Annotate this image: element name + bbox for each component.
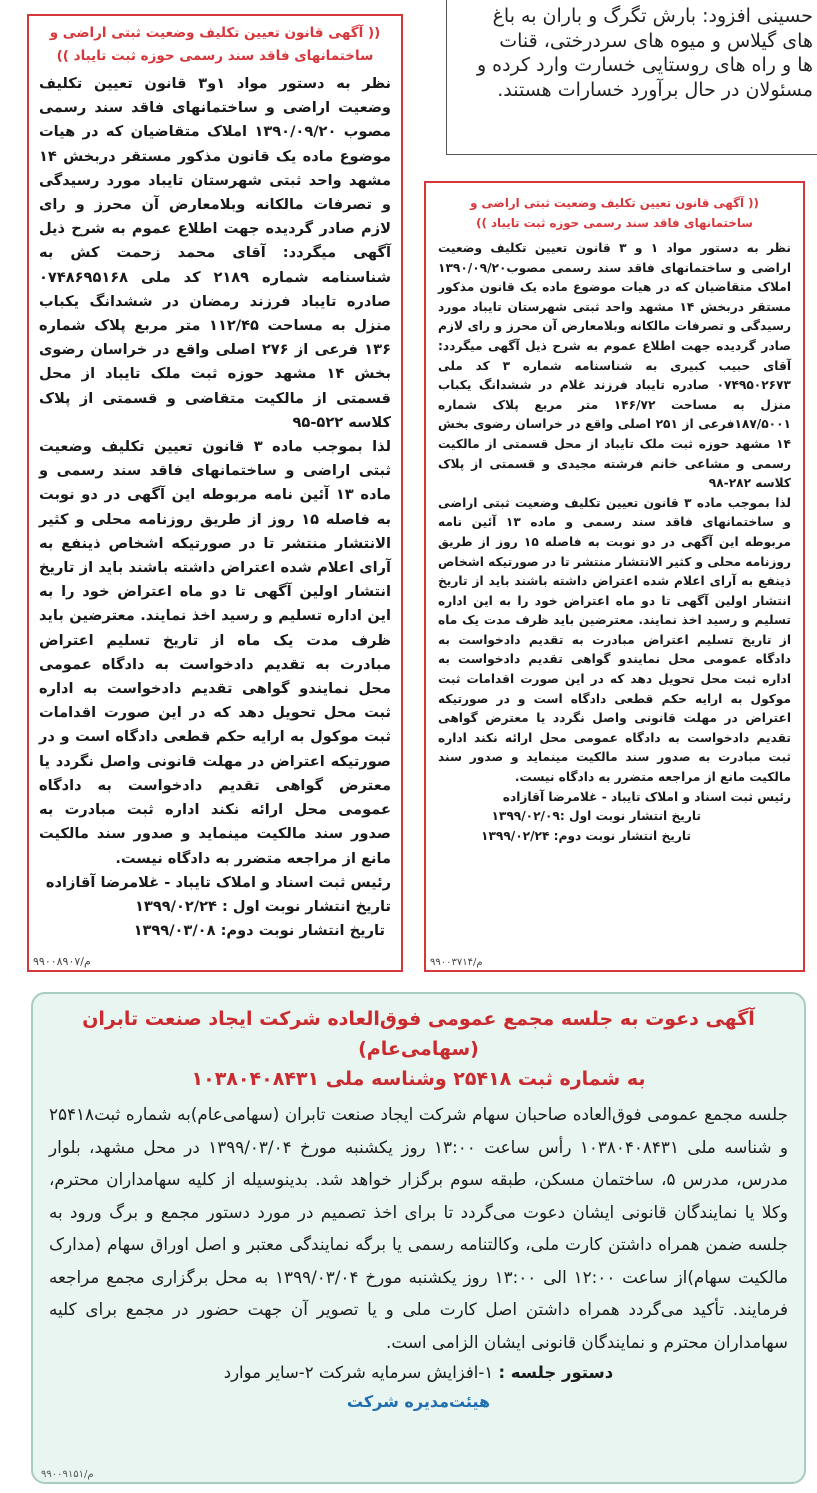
news-line: های گیلاس و میوه های سردرختی، قنات	[499, 29, 813, 52]
news-line: مسئولان در حال برآورد خسارات هستند.	[497, 78, 813, 101]
notice-paragraph: نظر به دستور مواد ۱و۳ قانون تعیین تکلیف وضعیت اراضی و ساختمانهای فاقد سند رسمی مصوب ۱۳۹۰/۰۹/۲۰ املاک متقاضیان که در هیات موضوع ماده یک قانون مذکور مستقر دربخش ۱۴ مشهد واحد ثبتی شهرستان تایباد مورد رسیدگی و تصرفات مالکانه وبلامعارض آن محرز و رای لازم صادر گردیده جهت اطلاع عموم به شرح ذیل آگهی میگردد: آقای محمد زحمت کش به شناسنامه شماره ۲۱۸۹ کد ملی ۰۷۴۸۶۹۵۱۶۸ صادره تایباد فرزند رمضان در ششدانگ یکباب منزل به مساحت ۱۱۲/۴۵ متر مربع پلاک شماره ۱۳۶ فرعی از ۲۷۶ اصلی واقع در خراسان رضوی بخش ۱۴ مشهد حوزه ثبت ملک تایباد از محل قسمتی از مالکیت متقاضی و قسمتی از پلاک کلاسه ۵۲۲-۹۵	[39, 75, 392, 431]
meeting-body: جلسه مجمع عمومی فوق‌العاده صاحبان سهام شرکت ایجاد صنعت تابران (سهامی‌عام)به شماره ثبت۲۵۴۱۸ و شناسه ملی ۱۰۳۸۰۴۰۸۴۳۱ رأس ساعت ۱۳:۰۰ روز یکشنبه مورخ ۱۳۹۹/۰۳/۰۴ در محل مشهد، بلوار مدرس، مدرس ۵، ساختمان مسکن، طبقه سوم برگزار خواهد شد. بدینوسیله از کلیه سهامداران محترم، وکلا یا نمایندگان قانونی ایشان دعوت می‌گردد تا برای اخذ تصمیم در مورد دستور مجمع و برگ ورود به جلسه ضمن همراه داشتن کارت ملی، وکالتنامه رسمی یا برگه نمایندگی معتبر و اصل اوراق سهام (مدارک مالکیت سهام)از ساعت ۱۲:۰۰ الی ۱۳:۰۰ روز یکشنبه مورخ ۱۳۹۹/۰۳/۰۴ به محل برگزاری مجمع مراجعه فرمایند. تأکید می‌گردد همراه داشتن اصل کارت ملی و یا تصویر آن جهت حضور در مجمع برای کلیه سهامداران محترم و نمایندگان قانونی ایشان الزامی است.	[49, 1104, 789, 1352]
notice-body	[39, 72, 391, 943]
notice-date-second: تاریخ انتشار نوبت دوم: ۱۳۹۹/۰۳/۰۸	[133, 922, 385, 940]
notice-code: م/۹۹۰۰۹۱۵۱	[41, 1469, 94, 1480]
meeting-title: آگهی دعوت به جلسه مجمع عمومی فوق‌العاده شرکت ایجاد صنعت تابران (سهامی‌عام)	[82, 1008, 755, 1060]
notice-date-second: تاریخ انتشار نوبت دوم: ۱۳۹۹/۰۲/۲۴	[481, 828, 691, 843]
news-snippet	[446, 0, 817, 155]
notice-date-first: تاریخ انتشار نوبت اول :۱۳۹۹/۰۲/۰۹	[491, 809, 701, 824]
notice-body	[438, 239, 791, 846]
notice-paragraph: لذا بموجب ماده ۳ قانون تعیین تکلیف وضعیت ثبتی اراضی و ساختمانهای فاقد سند رسمی و ماده ۱۳ آئین نامه مربوطه این آگهی در دو نوبت به فاصله ۱۵ روز از طریق روزنامه محلی و کثیر الانتشار منتشر تا در صورتیکه اشخاص ذینفع به آرای اعلام شده اعتراض داشته باشند باید از تاریخ انتشار اولین آگهی تا دو ماه اعتراض خود را به این اداره تسلیم و رسید اخذ نمایند. معترضین باید ظرف مدت یک ماه از تاریخ تسلیم اعتراض مبادرت به تقدیم دادخواست به دادگاه عمومی محل نمایندو گواهی تقدیم دادخواست به اداره ثبت محل تحویل دهد که در این صورت اقدامات ثبت موکول به ارایه حکم قطعی دادگاه است و در صورتیکه اعتراض در مهلت قانونی واصل نگردد یا معترض گواهی تقدیم دادخواست به دادگاه عمومی محل ارائه نکند اداره ثبت مبادرت به صدور سند مالکیت مینماید و صدور سند مالکیت مانع از مراجعه متضرر به دادگاه نیست.	[438, 495, 791, 785]
notice-title: (( آگهی قانون تعیین تکلیف وضعیت ثبتی اراضی و ساختمانهای فاقد سند رسمی حوزه ثبت تایباد ))	[470, 196, 759, 230]
notice-signature: رئیس ثبت اسناد و املاک تایباد - غلامرضا آقازاده	[502, 789, 791, 804]
notice-code: م/۹۹۰۰۸۹۰۷	[33, 955, 91, 968]
land-registry-notice-left	[27, 14, 403, 972]
notice-date-first: تاریخ انتشار نوبت اول : ۱۳۹۹/۰۲/۲۴	[135, 897, 391, 915]
meeting-subtitle: به شماره ثبت ۲۵۴۱۸ وشناسه ملی ۱۰۳۸۰۴۰۸۴۳۱	[191, 1068, 646, 1090]
agenda-label: دستور جلسه :	[498, 1363, 614, 1382]
notice-paragraph: لذا بموجب ماده ۳ قانون تعیین تکلیف وضعیت ثبتی اراضی و ساختمانهای فاقد سند رسمی و ماده ۱۳ آئین نامه مربوطه این آگهی در دو نوبت به فاصله ۱۵ روز از طریق روزنامه محلی و کثیر الانتشار منتشر تا در صورتیکه اشخاص ذینفع به آرای اعلام شده اعتراض داشته باشند باید از تاریخ انتشار اولین آگهی تا دو ماه اعتراض خود را به این اداره تسلیم و رسید اخذ نمایند. معترضین باید ظرف مدت یک ماه از تاریخ تسلیم اعتراض مبادرت به تقدیم دادخواست به دادگاه عمومی محل نمایندو گواهی تقدیم دادخواست به اداره ثبت محل تحویل دهد که در این صورت اقدامات ثبت موکول به ارایه حکم قطعی دادگاه است و در صورتیکه اعتراض در مهلت قانونی واصل نگردد یا معترض گواهی تقدیم دادخواست به دادگاه عمومی محل ارائه نکند اداره ثبت مبادرت به صدور سند مالکیت مینماید و صدور سند مالکیت مانع از مراجعه متضرر به دادگاه نیست.	[39, 438, 392, 867]
meeting-agenda	[49, 1358, 788, 1388]
news-line: حسینی افزود: بارش تگرگ و باران به باغ	[492, 5, 813, 27]
land-registry-notice-right	[424, 181, 805, 972]
notice-paragraph: نظر به دستور مواد ۱ و ۳ قانون تعیین تکلیف وضعیت اراضی و ساختمانهای فاقد سند رسمی مصوب۱۳۹۰/۰۹/۲۰ املاک متقاضیان که در هیات موضوع ماده یک قانون مذکور مستقر دربخش ۱۴ مشهد واحد ثبتی شهرستان تایباد مورد رسیدگی و تصرفات مالکانه وبلامعارض آن محرز و رای لازم صادر گردیده جهت اطلاع عموم به شرح ذیل آگهی میگردد: آقای حبیب کبیری به شناسنامه شماره ۳ کد ملی ۰۷۴۹۵۰۲۶۷۳ صادره تایباد فرزند غلام در ششدانگ یکباب منزل به مساحت ۱۴۶/۷۲ متر مربع پلاک شماره ۱۸۷/۵۰۰۱فرعی از ۲۵۱ اصلی واقع در خراسان رضوی بخش ۱۴ مشهد حوزه ثبت ملک تایباد از محل قسمتی از مالکیت رسمی و مشاعی خانم فرشته مجیدی و قسمتی از پلاک کلاسه ۲۸۲-۹۸	[438, 241, 791, 491]
shareholders-meeting-notice	[31, 992, 806, 1484]
notice-title: (( آگهی قانون تعیین تکلیف وضعیت ثبتی اراضی و ساختمانهای فاقد سند رسمی حوزه ثبت تایباد ))	[49, 25, 381, 64]
board-signature: هیئت‌مدیره شرکت	[346, 1392, 491, 1411]
notice-signature: رئیس ثبت اسناد و املاک تایباد - غلامرضا آقازاده	[45, 873, 391, 891]
agenda-items: ۱-افزایش سرمایه شرکت ۲-سایر موارد	[223, 1363, 494, 1382]
notice-code: م/۹۹۰۰۳۷۱۴	[430, 957, 483, 968]
news-line: ها و راه های روستایی خسارت وارد کرده و	[476, 54, 813, 76]
